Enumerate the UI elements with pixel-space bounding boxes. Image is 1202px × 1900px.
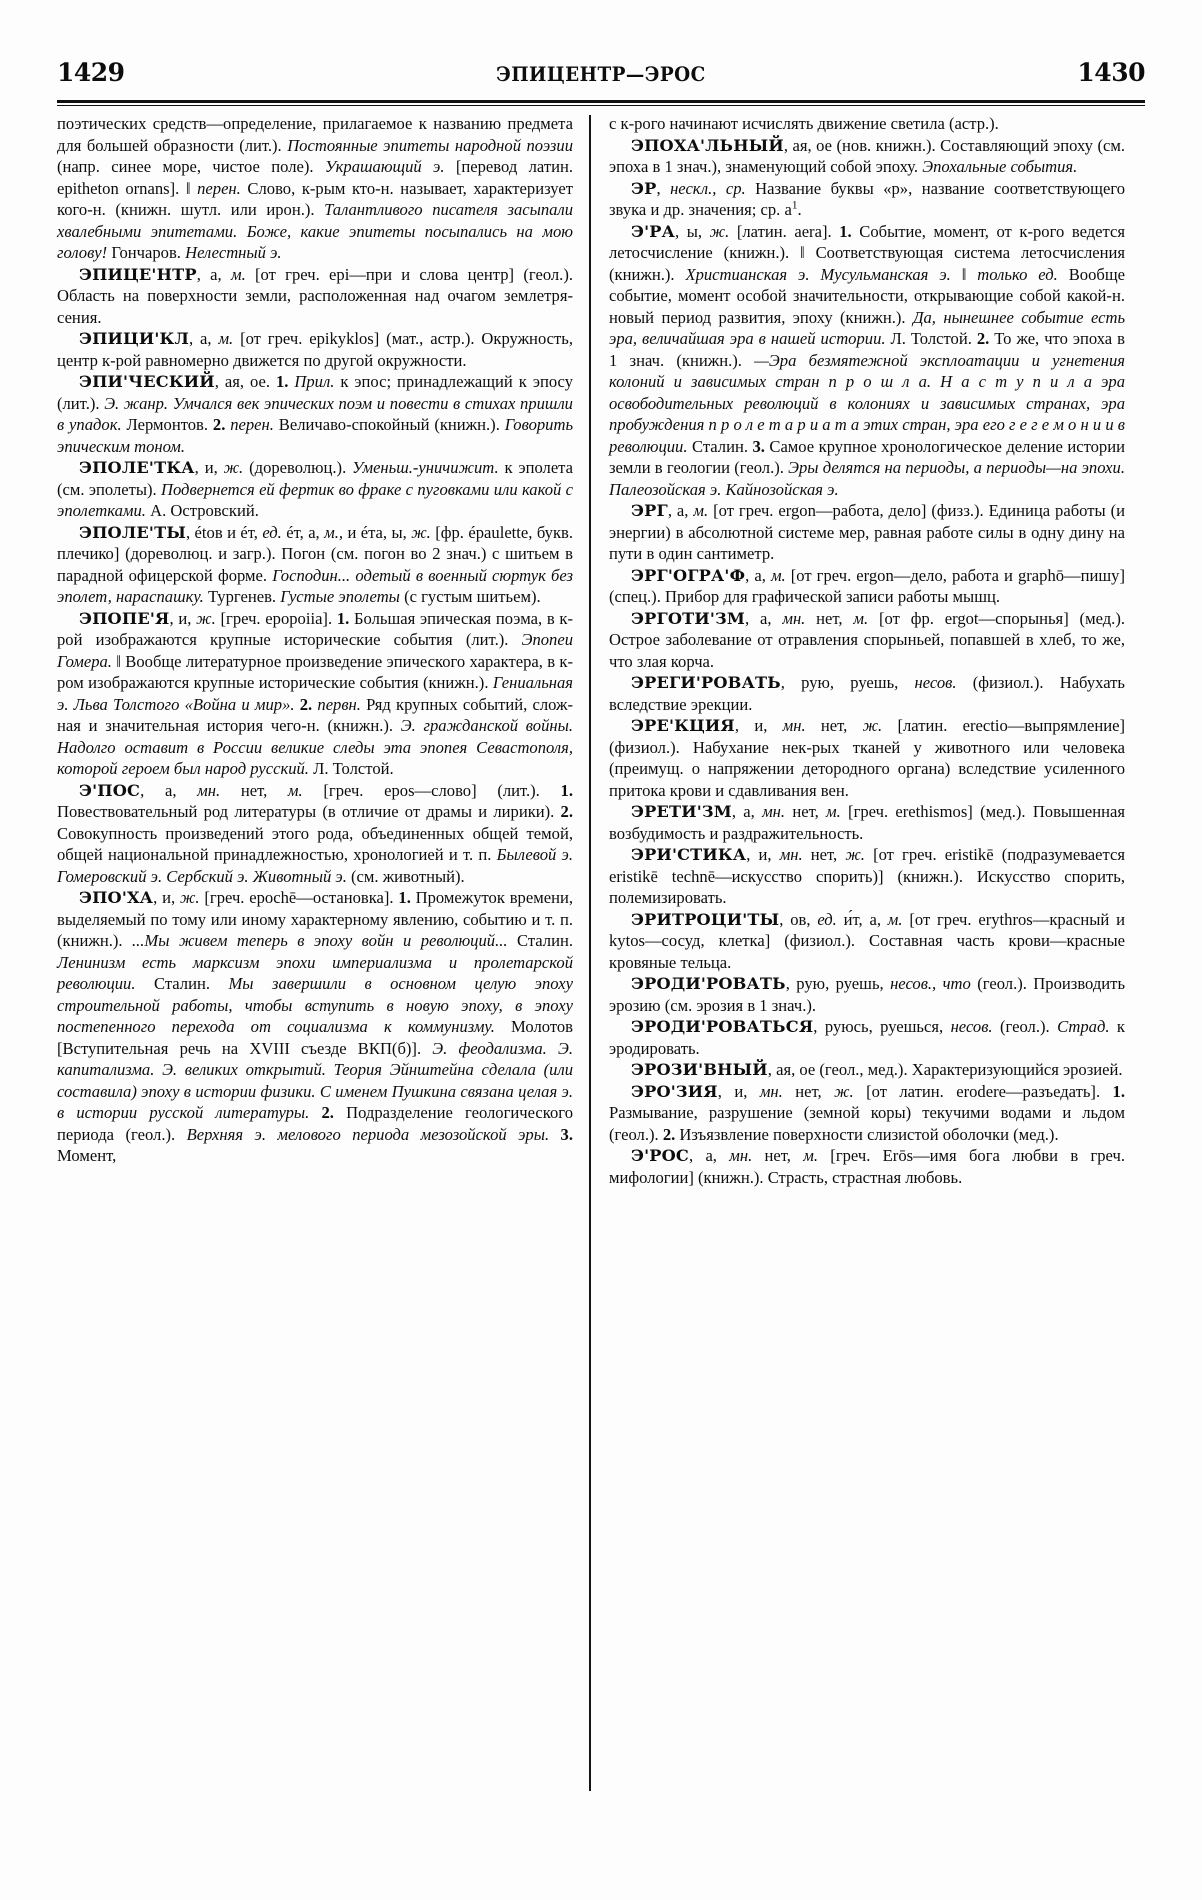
text-run: , и, <box>153 888 180 907</box>
text-run <box>549 1125 560 1144</box>
column-container <box>57 113 1145 1793</box>
entry-headword: ЭПИ'ЧЕСКИЙ <box>79 372 215 391</box>
text-run: [греч. Erōs—имя бога любви в греч. мифологии] (книжн.). Страсть, страстная любовь. <box>609 1146 1125 1187</box>
text-run: ж. <box>862 716 883 735</box>
text-run: [от греч. ergon—работа, дело] (физз.). Единица работы (и энергии) в абсолютной системе мер, равная работе силы в одну дину на пути в один сантиметр. <box>609 501 1125 563</box>
text-run: Самое крупное хронологическое деление истории земли в геологии (геол.). <box>609 436 1125 477</box>
text-run: Величаво-спокойный (книжн.). <box>273 415 505 434</box>
text-run: Мы завершили в основном целую эпоху строительной работы, чтобы вступить в новую эпоху, в эпоху постепенного перехода от социализма к коммунизму. <box>57 974 573 1036</box>
text-run: , ая, ое. <box>214 372 276 391</box>
text-run: ж. <box>179 888 200 907</box>
text-run: и́т, а, <box>836 909 888 929</box>
dictionary-entry <box>609 1145 1125 1188</box>
entry-headword: ЭРОДИ'РОВАТЬ <box>631 974 786 993</box>
entry-headword: ЭПОЛЕ'ТЫ <box>79 522 186 542</box>
dictionary-entry <box>57 522 573 608</box>
text-run: , а, <box>196 264 231 284</box>
text-run: 1 <box>791 199 798 212</box>
text-column-left <box>57 113 589 1793</box>
text-run: Молотов [Вступительная речь на XVIII съезде ВКП(б)]. <box>57 1017 573 1058</box>
text-run: 2. <box>299 694 318 714</box>
text-run: Э. гражданской войны. Надолго оставит в России великие следы эта эпопея Севастополя, которой героем был народ русский. <box>57 716 573 778</box>
text-run: [от греч. epi—при и слова центр] (геол.). Область на поверхности земли, расположенная над очагом землетрясения. <box>57 264 574 327</box>
text-run: м. <box>803 1146 818 1165</box>
text-run: Лермонтов. <box>121 415 213 434</box>
dictionary-entry <box>609 672 1125 715</box>
entry-headword: ЭПОЛЕ'ТКА <box>79 458 195 477</box>
text-run: м. <box>693 501 709 520</box>
text-run: (физиол.). Набухать вследствие эрекции. <box>609 673 1125 714</box>
text-run: только ед. <box>977 264 1058 284</box>
text-run: Тургенев. <box>203 587 281 606</box>
text-run: ...Мы живем теперь в эпоху войн и революций... <box>131 931 508 950</box>
text-run: мн. <box>197 780 221 800</box>
text-run: к эпос; принадлежащий к эпосу (лит.). <box>57 372 573 413</box>
text-run: , а, <box>731 802 763 821</box>
text-run: , а, <box>745 608 783 628</box>
text-run: Сталин. <box>507 931 573 950</box>
text-run: , и, <box>169 608 197 628</box>
text-run: (геол.). Производить эрозию (см. эрозия в 1 знач.). <box>609 974 1126 1015</box>
text-run: Совокупность произведений этого рода, объединенных общей темой, общей национальной принадлежностью, хронологией и т. п. <box>57 823 573 864</box>
entry-headword: Э'РОС <box>631 1146 689 1165</box>
text-run: Название буквы «р», название соответствующего звука и др. значения; ср. а <box>609 178 1126 219</box>
text-run <box>309 1103 321 1122</box>
dictionary-entry <box>609 973 1125 1016</box>
text-run: перен. <box>197 178 241 198</box>
text-run: [от греч. erythros—красный и kytos—сосуд, клетка] (физиол.). Составная часть крови—красные кровяные тельца. <box>609 909 1125 972</box>
text-run: éт, а, <box>281 522 325 542</box>
text-run: Подвернется ей фертик во фраке с пуговками или какой с эполетками. <box>57 479 573 520</box>
text-run: , рую, руешь, <box>780 673 915 692</box>
folio-left: 1429 <box>57 58 125 87</box>
text-run: ж. <box>411 522 431 542</box>
dictionary-entry <box>609 1059 1125 1081</box>
text-run: , а, <box>745 565 771 585</box>
text-run: (см. животный). <box>346 866 465 886</box>
text-run: (дореволюц.). <box>243 458 353 477</box>
text-run: и éта, ы, <box>343 522 412 542</box>
text-run: [латин. erectio—выпрямление] (физиол.). Набухание нек-рых тканей у животного или человека (преимущ. о напряжении детородного органа) вследствие усиленного притока крови и сдавливания вен. <box>609 716 1125 800</box>
text-run: [фр. épaulette, букв. плечико] (дореволюц. и загр.). Погон (см. погон во 2 знач.) с шитьем в парадной офицерской форме. <box>57 522 573 585</box>
running-head <box>57 60 1145 94</box>
text-run: Гончаров. <box>107 243 186 262</box>
text-run: нет, <box>782 1081 835 1101</box>
text-run: Эпохальные события. <box>922 157 1078 176</box>
text-run: Густые эполеты <box>280 587 400 606</box>
text-run: к эполета (см. эполеты). <box>57 458 574 499</box>
text-run: , и, <box>746 845 780 864</box>
text-run: [от латин. erodere—разъедать]. <box>853 1081 1113 1101</box>
text-run: Былевой э. Гомеровский э. Сербский э. Животный э. <box>57 845 573 886</box>
text-run: Верхняя э. мелового периода мезозойской эры. <box>186 1124 550 1144</box>
dictionary-entry <box>609 608 1125 673</box>
text-run: [греч. epochē—остановка]. <box>199 888 399 907</box>
text-run: Сталин. <box>135 974 229 993</box>
text-run: Л. Толстой. <box>885 329 977 348</box>
text-run: Л. Толстой. <box>308 759 394 778</box>
text-run: ж. <box>223 458 244 477</box>
dictionary-entry <box>57 457 573 522</box>
text-run: Эпопеи Гомера. <box>57 630 573 671</box>
text-run: ед. <box>262 522 282 542</box>
text-run: 1. <box>1112 1081 1125 1101</box>
text-run: ǁ <box>950 264 978 284</box>
text-run: Страд. <box>1057 1017 1110 1036</box>
text-run: Постоянные эпитеты народной поэзии <box>287 135 574 155</box>
text-run: , и, <box>194 458 224 477</box>
text-run: Слово, к-рым кто-н. называет, характеризует кого-н. (книжн. шутл. или ирон.). <box>57 178 573 219</box>
text-column-right <box>609 113 1125 1793</box>
entry-headword: ЭР <box>631 178 657 198</box>
text-run: Эры делятся на периоды, а периоды—на эпохи. Палеозойская э. Кайнозойская э. <box>609 458 1125 499</box>
text-run: 1. <box>336 608 354 628</box>
entry-headword: ЭПИЦИ'КЛ <box>79 329 189 348</box>
folio-right: 1430 <box>1077 58 1145 87</box>
text-run: 3. <box>752 436 770 456</box>
text-run: А. Островский. <box>145 501 259 520</box>
entry-headword: ЭРИТРОЦИ'ТЫ <box>631 909 780 929</box>
text-run: Нелестный э. <box>185 243 282 262</box>
text-run: м. <box>826 802 841 821</box>
text-run: [от греч. ergon—дело, работа и graphō—пишу] (спец.). Прибор для графической записи работы мышц. <box>609 565 1125 606</box>
entry-headword: ЭРЕ'КЦИЯ <box>631 716 735 735</box>
text-run: , руюсь, руешься, <box>813 1017 951 1036</box>
text-run: Говорить эпическим тоном. <box>57 415 573 456</box>
text-run: ед. <box>817 909 837 929</box>
text-run: Э. жанр. Умчался век эпических поэм и повести в стихах пришли в упадок. <box>57 393 573 434</box>
text-run: м. <box>230 264 246 284</box>
text-run: мн. <box>779 845 803 864</box>
column-divider <box>589 115 591 1791</box>
running-title: ЭПИЦЕНТР—ЭРОС <box>496 62 706 86</box>
entry-headword: ЭПО'ХА <box>79 888 154 907</box>
text-run: [перевод латин. epitheton ornans]. ǁ <box>57 157 573 198</box>
text-run: м. <box>287 780 303 800</box>
text-run: мн. <box>782 716 806 735</box>
text-run: [латин. aera]. <box>729 221 840 241</box>
text-run: м. <box>218 329 234 348</box>
dictionary-entry <box>609 500 1125 565</box>
text-run: Ряд крупных событий, сложная и значительная история чего-н. (книжн.). <box>57 694 574 735</box>
text-run: поэтических средств—определение, прилагаемое к названию предмета для большей образности (лит.). <box>57 114 573 155</box>
text-run: (с густым шитьем). <box>399 587 541 606</box>
entry-headword: Э'ПОС <box>79 780 141 800</box>
text-run: 2. <box>212 415 231 434</box>
text-run: 2. <box>321 1103 347 1122</box>
entry-headword: ЭПИЦЕ'НТР <box>79 264 197 284</box>
dictionary-entry <box>57 371 573 457</box>
text-run: Талантливого писателя засыпали хвалебными эпитетами. Боже, какие эпитеты посыпались на мою голову! <box>57 200 574 262</box>
text-run: 3. <box>560 1124 573 1144</box>
text-run: м. <box>770 565 786 585</box>
continuation-paragraph <box>609 113 1125 135</box>
text-run: нет, <box>785 802 827 821</box>
text-run: м. <box>887 909 903 929</box>
text-run: , а, <box>140 780 198 800</box>
text-run: мн. <box>762 802 786 821</box>
entry-headword: ЭРЕГИ'РОВАТЬ <box>631 673 781 692</box>
dictionary-entry <box>57 608 573 780</box>
dictionary-entry <box>609 565 1125 608</box>
text-run: [от греч. eristikē (подразумевается eristikē technē—искусство спорить)] (книжн.). Искусство спорить, полемизировать. <box>609 845 1125 907</box>
entry-headword: ЭРГ <box>631 501 668 520</box>
text-run: , ы, <box>675 221 710 241</box>
dictionary-entry <box>609 1016 1125 1059</box>
text-run: (напр. синее море, чистое поле). <box>57 157 325 176</box>
entry-headword: ЭРОДИ'РОВАТЬСЯ <box>631 1017 814 1036</box>
text-run: Гениальная э. Льва Толстого «Война и мир». <box>57 673 573 714</box>
text-run: , <box>656 178 671 198</box>
text-run: [греч. erethismos] (мед.). Повышенная возбудимость и раздражительность. <box>609 802 1125 843</box>
text-run: То же, что эпоха в 1 знач. (книжн.). <box>609 329 1125 370</box>
text-run: 1. <box>398 888 416 907</box>
text-run: первн. <box>317 694 361 714</box>
text-run: ж. <box>196 608 216 628</box>
header-rule <box>57 100 1145 103</box>
text-run: [от фр. ergot—спорынья] (мед.). Острое заболевание от отравления спорыньей, попавшей в хлеб, то же, что злая корча. <box>609 608 1125 671</box>
text-run: , а, <box>667 501 694 520</box>
text-run: мн. <box>782 608 806 628</box>
text-run: Изъязвление поверхности слизистой оболочки (мед.). <box>679 1124 1059 1144</box>
text-run: Да, нынешнее событие есть эра, величайшая эра в нашей истории. <box>609 307 1125 348</box>
text-run: , étов и éт, <box>185 522 263 542</box>
text-run: , и, <box>734 716 783 735</box>
dictionary-entry <box>609 715 1125 801</box>
text-run: Повествовательный род литературы (в отличие от драмы и лирики). <box>57 802 561 821</box>
text-run: , и, <box>717 1081 760 1101</box>
entry-headword: ЭРГОТИ'ЗМ <box>631 608 746 628</box>
entry-headword: ЭПОПЕ'Я <box>79 608 170 628</box>
text-run: м., <box>324 522 344 542</box>
dictionary-entry <box>609 909 1125 974</box>
text-run: мн. <box>729 1146 753 1165</box>
text-run: 2. <box>560 802 573 821</box>
dictionary-entry <box>57 328 573 371</box>
text-run: (геол.). <box>992 1017 1058 1036</box>
dictionary-entry <box>609 135 1125 178</box>
entry-headword: Э'РА <box>631 221 675 241</box>
text-run: с к-рого начинают исчислять движение светила (астр.). <box>609 114 999 133</box>
text-run: Уменьш.-уничижит. <box>352 458 499 477</box>
continuation-paragraph <box>57 113 573 264</box>
dictionary-entry <box>57 887 573 1167</box>
text-run: Господин... одетый в военный сюртук без эполет, нараспашку. <box>57 565 573 606</box>
text-run: м. <box>853 608 869 628</box>
dictionary-entry <box>609 1081 1125 1146</box>
text-run: Промежуток времени, выделяемый по тому или иному характерному явлению, событию и т. п. (книжн.). <box>57 888 573 950</box>
text-run: Сталин. <box>687 436 753 456</box>
dictionary-entry <box>609 844 1125 909</box>
text-run: Событие, момент, от к-рого ведется летосчисление (книжн.). ǁ Соответствующая система летосчисления (книжн.). <box>609 221 1125 284</box>
text-run: . <box>797 200 802 219</box>
text-run: Украшающий э. <box>324 157 445 176</box>
text-run: перен. <box>230 415 274 434</box>
text-run: , ая, ое (нов. книжн.). Составляющий эпоху (см. эпоха в 1 знач.), знаменующий собой эпоху. <box>609 135 1125 176</box>
text-run: Христианская э. Мусульманская э. <box>685 264 951 284</box>
text-run: , ая, ое (геол., мед.). Характеризующийся эрозией. <box>767 1060 1123 1079</box>
dictionary-entry <box>57 264 573 329</box>
text-run: Большая эпическая поэма, в к-рой изображаются крупные исторические события (лит.). <box>57 608 573 649</box>
text-run: 1. <box>275 372 295 391</box>
text-run: , а, <box>689 1146 730 1165</box>
text-run: 2. <box>662 1124 680 1144</box>
text-run: несов. <box>950 1017 993 1036</box>
text-run: несов., что <box>890 974 971 993</box>
text-run: 1. <box>560 780 573 800</box>
entry-headword: ЭПОХА'ЛЬНЫЙ <box>631 135 784 155</box>
text-run: Прил. <box>294 372 335 391</box>
dictionary-entry <box>57 780 573 888</box>
text-run: нет, <box>220 780 288 800</box>
text-run: ж. <box>845 845 865 864</box>
text-run: Ленинизм есть марксизм эпохи империализма и пролетарской революции. <box>57 952 573 993</box>
text-run: Вообще событие, момент особой значительности, открывающие собой какой-н. новый период развития, эпоху (книжн.). <box>609 264 1125 327</box>
text-run: , ов, <box>779 909 818 929</box>
entry-headword: ЭРО'ЗИЯ <box>631 1081 718 1101</box>
dictionary-entry <box>609 801 1125 844</box>
text-run: нет, <box>805 716 863 735</box>
text-run: нет, <box>752 1146 804 1165</box>
text-run: к эродировать. <box>609 1017 1125 1058</box>
text-run: ж. <box>709 221 730 241</box>
text-run: [греч. epopoiia]. <box>215 608 337 628</box>
text-run: ж. <box>834 1081 854 1101</box>
text-run: —Эра безмятежной эксплоатации и угнетения колоний и зависимых стран п р о ш л а. Н а с т у п и л а эра освободительных революций в колониях и зависимых странах, эра пробуждения п р о л е т а р и а т а этих стран, эра его г е г е м о н и и в революции. <box>609 350 1125 456</box>
text-run: , а, <box>189 329 219 348</box>
dictionary-entry <box>609 178 1125 221</box>
text-run: ǁ Вообще литературное произведение эпического характера, в к-ром изображаются крупные исторические события (книжн.). <box>57 651 573 692</box>
text-run: Момент, <box>57 1146 117 1165</box>
text-run: , рую, руешь, <box>785 974 891 993</box>
text-run: несов. <box>914 673 957 692</box>
text-run: мн. <box>759 1081 783 1101</box>
entry-headword: ЭРОЗИ'ВНЫЙ <box>631 1060 768 1079</box>
text-run: 1. <box>839 221 860 241</box>
entry-headword: ЭРЕТИ'ЗМ <box>631 802 732 821</box>
text-run: 2. <box>976 329 995 348</box>
text-run: нет, <box>802 845 846 864</box>
entry-headword: ЭРИ'СТИКА <box>631 845 747 864</box>
text-run: нет, <box>805 608 854 628</box>
text-run: Э. феодализма. Э. капитализма. Э. великих открытий. Теория Эйнштейна сделала (или составила) эпоху в истории физики. С именем Пушкина связана целая э. в истории русской литературы. <box>57 1038 573 1122</box>
text-run: Размывание, разрушение (земной коры) текучими водами и льдом (геол.). <box>609 1103 1125 1144</box>
text-run: Подразделение геологического периода (геол.). <box>57 1103 573 1144</box>
text-run: [от греч. epikyklos] (мат., астр.). Окружность, центр к-рой равномерно движется по другой окружности. <box>57 329 573 370</box>
dictionary-entry <box>609 221 1125 501</box>
text-run: [греч. epos—слово] (лит.). <box>302 780 561 800</box>
text-run: нескл., ср. <box>670 178 746 198</box>
entry-headword: ЭРГ'ОГРА'Ф <box>631 565 746 585</box>
